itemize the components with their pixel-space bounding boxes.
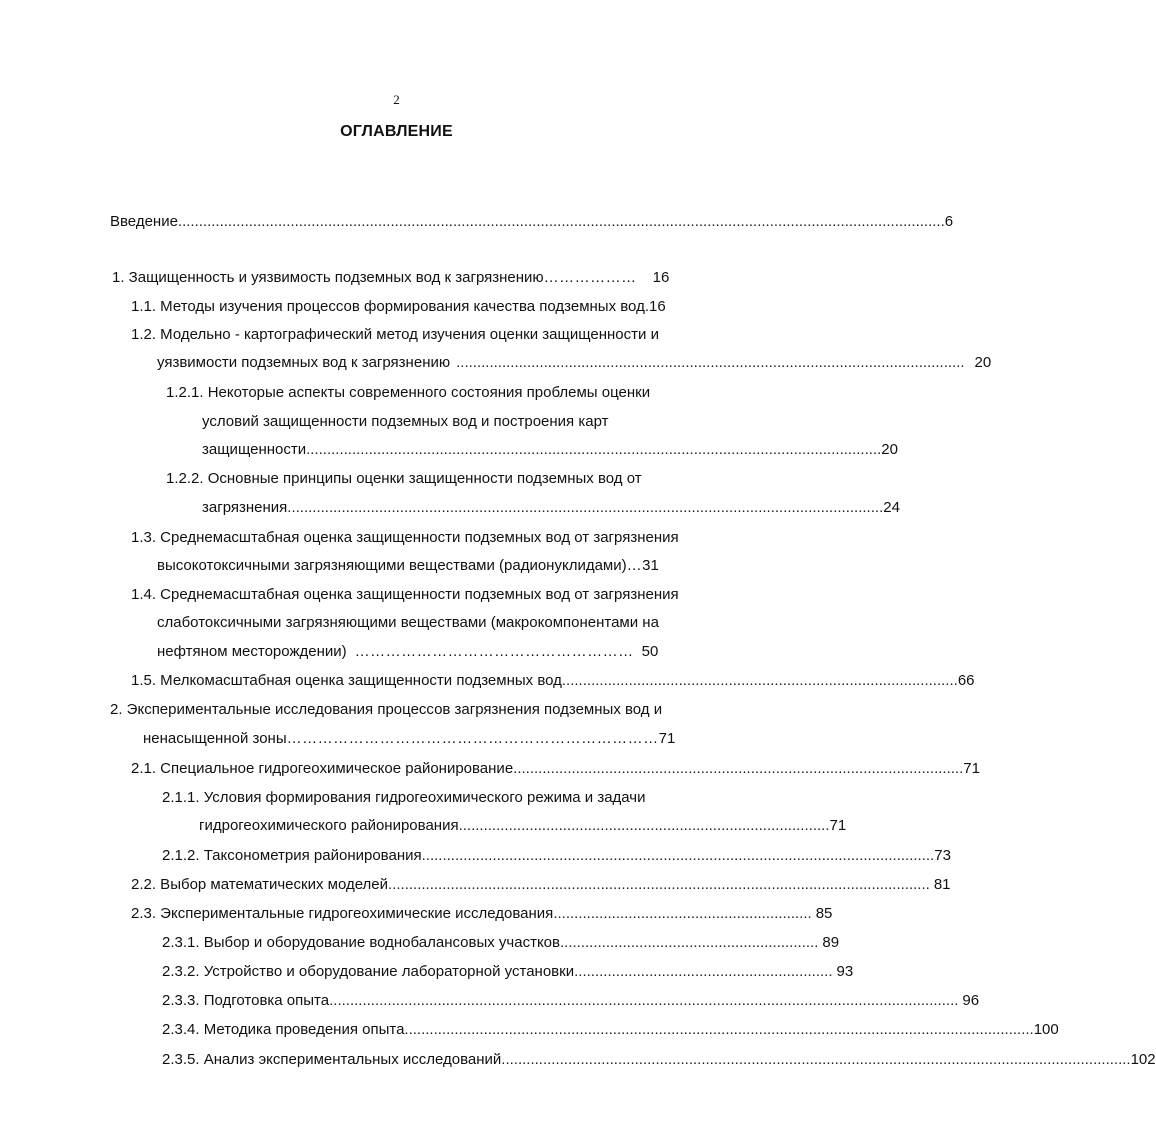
toc-entry-section-2-2 (131, 875, 951, 895)
toc-entry-section-2-1-1-end (199, 816, 847, 836)
toc-entry-title: 2.3.2. Устройство и оборудование лабораторной установки (162, 963, 575, 980)
toc-entry-section-1-2-1-end (202, 440, 898, 460)
leader-dots: ....................................................................................................................................................... (329, 992, 959, 1009)
toc-entry-section-1-2-2 (166, 469, 721, 489)
toc-entry-title: 1.2.2. Основные принципы оценки защищенности подземных вод от (166, 470, 642, 487)
toc-entry-title: 1.1. Методы изучения процессов формирования качества подземных вод. (131, 298, 649, 315)
toc-entry-introduction (110, 212, 954, 232)
toc-entry-title: загрязнения (202, 499, 288, 516)
leader-dots: ....................................................................................................................................................... (501, 1051, 1131, 1068)
toc-entry-title: 2.3.4. Методика проведения опыта (162, 1021, 405, 1038)
toc-page-number: 20 (974, 354, 992, 371)
toc-entry-section-2-1-2 (162, 846, 951, 866)
leader-dots: .......................................................................................................................... (456, 354, 965, 371)
toc-entry-title: 2.3.5. Анализ экспериментальных исследований (162, 1051, 502, 1068)
toc-entry-section-2-3-3 (162, 991, 980, 1011)
toc-entry-chapter-1 (112, 268, 712, 288)
toc-entry-title: 1.5. Мелкомасштабная оценка защищенности подземных вод (131, 672, 562, 689)
leader-dots: .............................................................. (560, 934, 819, 951)
toc-entry-section-1-3 (131, 528, 721, 548)
leader-dots: ........................................................................................................................................................................................ (177, 213, 945, 230)
toc-entry-title: 2. Экспериментальные исследования процессов загрязнения подземных вод и (110, 701, 663, 718)
toc-entry-title: 2.3. Экспериментальные гидрогеохимические исследования (131, 905, 554, 922)
toc-page-number: 102 (1130, 1051, 1156, 1068)
leader-dots: .............................................................. (553, 905, 812, 922)
toc-entry-title: слаботоксичными загрязняющими веществами (макрокомпонентами на (157, 614, 659, 631)
toc-entry-title: уязвимости подземных вод к загрязнению (157, 354, 451, 371)
toc-entry-section-2-3-5 (162, 1050, 1156, 1070)
toc-entry-title: 2.1.2. Таксонометрия районирования (162, 847, 422, 864)
toc-entry-section-1-4 (131, 585, 726, 605)
toc-page-number: 93 (836, 963, 854, 980)
toc-page-number: 89 (822, 934, 840, 951)
toc-entry-chapter-2 (110, 700, 725, 720)
toc-entry-title: условий защищенности подземных вод и построения карт (202, 413, 609, 430)
toc-entry-section-1-4-continued (157, 613, 717, 633)
leader-dots: ............................................................................................................ (513, 760, 964, 777)
toc-entry-section-1-2-1-continued (202, 412, 721, 432)
toc-entry-chapter-2-continued (143, 729, 713, 749)
toc-entry-section-1-5 (131, 671, 975, 691)
toc-entry-title: 2.1.1. Условия формирования гидрогеохимического режима и задачи (162, 789, 646, 806)
leader-dots: … (626, 557, 643, 574)
toc-page-number: 96 (962, 992, 980, 1009)
toc-entry-title: Введение (110, 213, 178, 230)
leader-dots: ............................................................................................... (561, 672, 958, 689)
leader-dots: .......................................................................................................................................... (306, 441, 882, 458)
leader-dots: .................................................................................................................................. (388, 876, 930, 893)
leader-dots: ......................................................................................... (458, 817, 830, 834)
toc-entry-section-2-1-1 (162, 788, 722, 808)
toc-entry-section-2-3-2 (162, 962, 854, 982)
toc-page-number: 85 (815, 905, 833, 922)
toc-entry-title: 1.2. Модельно - картографический метод изучения оценки защищенности и (131, 326, 659, 343)
toc-entry-title: ненасыщенной зоны (143, 730, 287, 747)
toc-page-number: 71 (963, 760, 980, 777)
leader-dots: ............................................................................................................................................... (287, 499, 884, 516)
toc-entry-title: гидрогеохимического районирования (199, 817, 459, 834)
toc-entry-title: 1.3. Среднемасштабная оценка защищенности подземных вод от загрязнения (131, 529, 679, 546)
toc-entry-title: высокотоксичными загрязняющими веществами (радионуклидами) (157, 557, 627, 574)
toc-page-number: 100 (1033, 1021, 1059, 1038)
toc-page-number: 66 (957, 672, 975, 689)
toc-page-number: 20 (881, 441, 898, 458)
toc-entry-title: 2.2. Выбор математических моделей (131, 876, 389, 893)
toc-entry-section-1-2-continued (157, 353, 992, 373)
toc-entry-section-1-2 (131, 325, 721, 345)
toc-entry-title: 2.3.3. Подготовка опыта (162, 992, 330, 1009)
toc-page-number: 50 (641, 643, 659, 660)
toc-page-number: 16 (648, 298, 666, 315)
toc-entry-section-1-2-2-end (202, 498, 900, 518)
toc-page-number: 71 (829, 817, 847, 834)
toc-entry-title: нефтяном месторождении) (157, 643, 347, 660)
toc-page-number: 24 (883, 499, 900, 516)
toc-page-number: 6 (944, 213, 954, 230)
toc-entry-title: 1.4. Среднемасштабная оценка защищенности подземных вод от загрязнения (131, 586, 679, 603)
page-number: 2 (393, 92, 400, 107)
leader-dots: ........................................................................................................................... (421, 847, 935, 864)
leader-dots: ……………… (543, 269, 637, 286)
toc-page-number: 16 (652, 269, 670, 286)
toc-entry-title: 1. Защищенность и уязвимость подземных вод к загрязнению (112, 269, 544, 286)
toc-entry-section-1-2-1 (166, 383, 721, 403)
toc-entry-section-1-3-continued (157, 556, 717, 576)
toc-page-number: 81 (933, 876, 951, 893)
leader-dots: ……………………………………………………………… (286, 730, 659, 747)
toc-entry-title: 2.3.1. Выбор и оборудование воднобалансовых участков (162, 934, 560, 951)
toc-entry-section-2-3-1 (162, 933, 840, 953)
leader-dots: ……………………………………………… (354, 643, 634, 660)
toc-page-number: 71 (658, 730, 676, 747)
toc-page-number: 73 (934, 847, 951, 864)
toc-entry-section-2-1 (131, 759, 980, 779)
toc-entry-section-1-4-end (157, 642, 717, 662)
page-title: ОГЛАВЛЕНИЕ (340, 123, 453, 140)
leader-dots: .............................................................. (574, 963, 833, 980)
leader-dots: ....................................................................................................................................................... (404, 1021, 1034, 1038)
toc-entry-section-1-1 (131, 297, 721, 317)
toc-page-number: 31 (642, 557, 659, 574)
toc-entry-section-2-3-4 (162, 1020, 1059, 1040)
toc-entry-section-2-3 (131, 904, 833, 924)
toc-entry-title: 1.2.1. Некоторые аспекты современного состояния проблемы оценки (166, 384, 651, 401)
toc-entry-title: защищенности (202, 441, 307, 458)
toc-entry-title: 2.1. Специальное гидрогеохимическое районирование (131, 760, 514, 777)
